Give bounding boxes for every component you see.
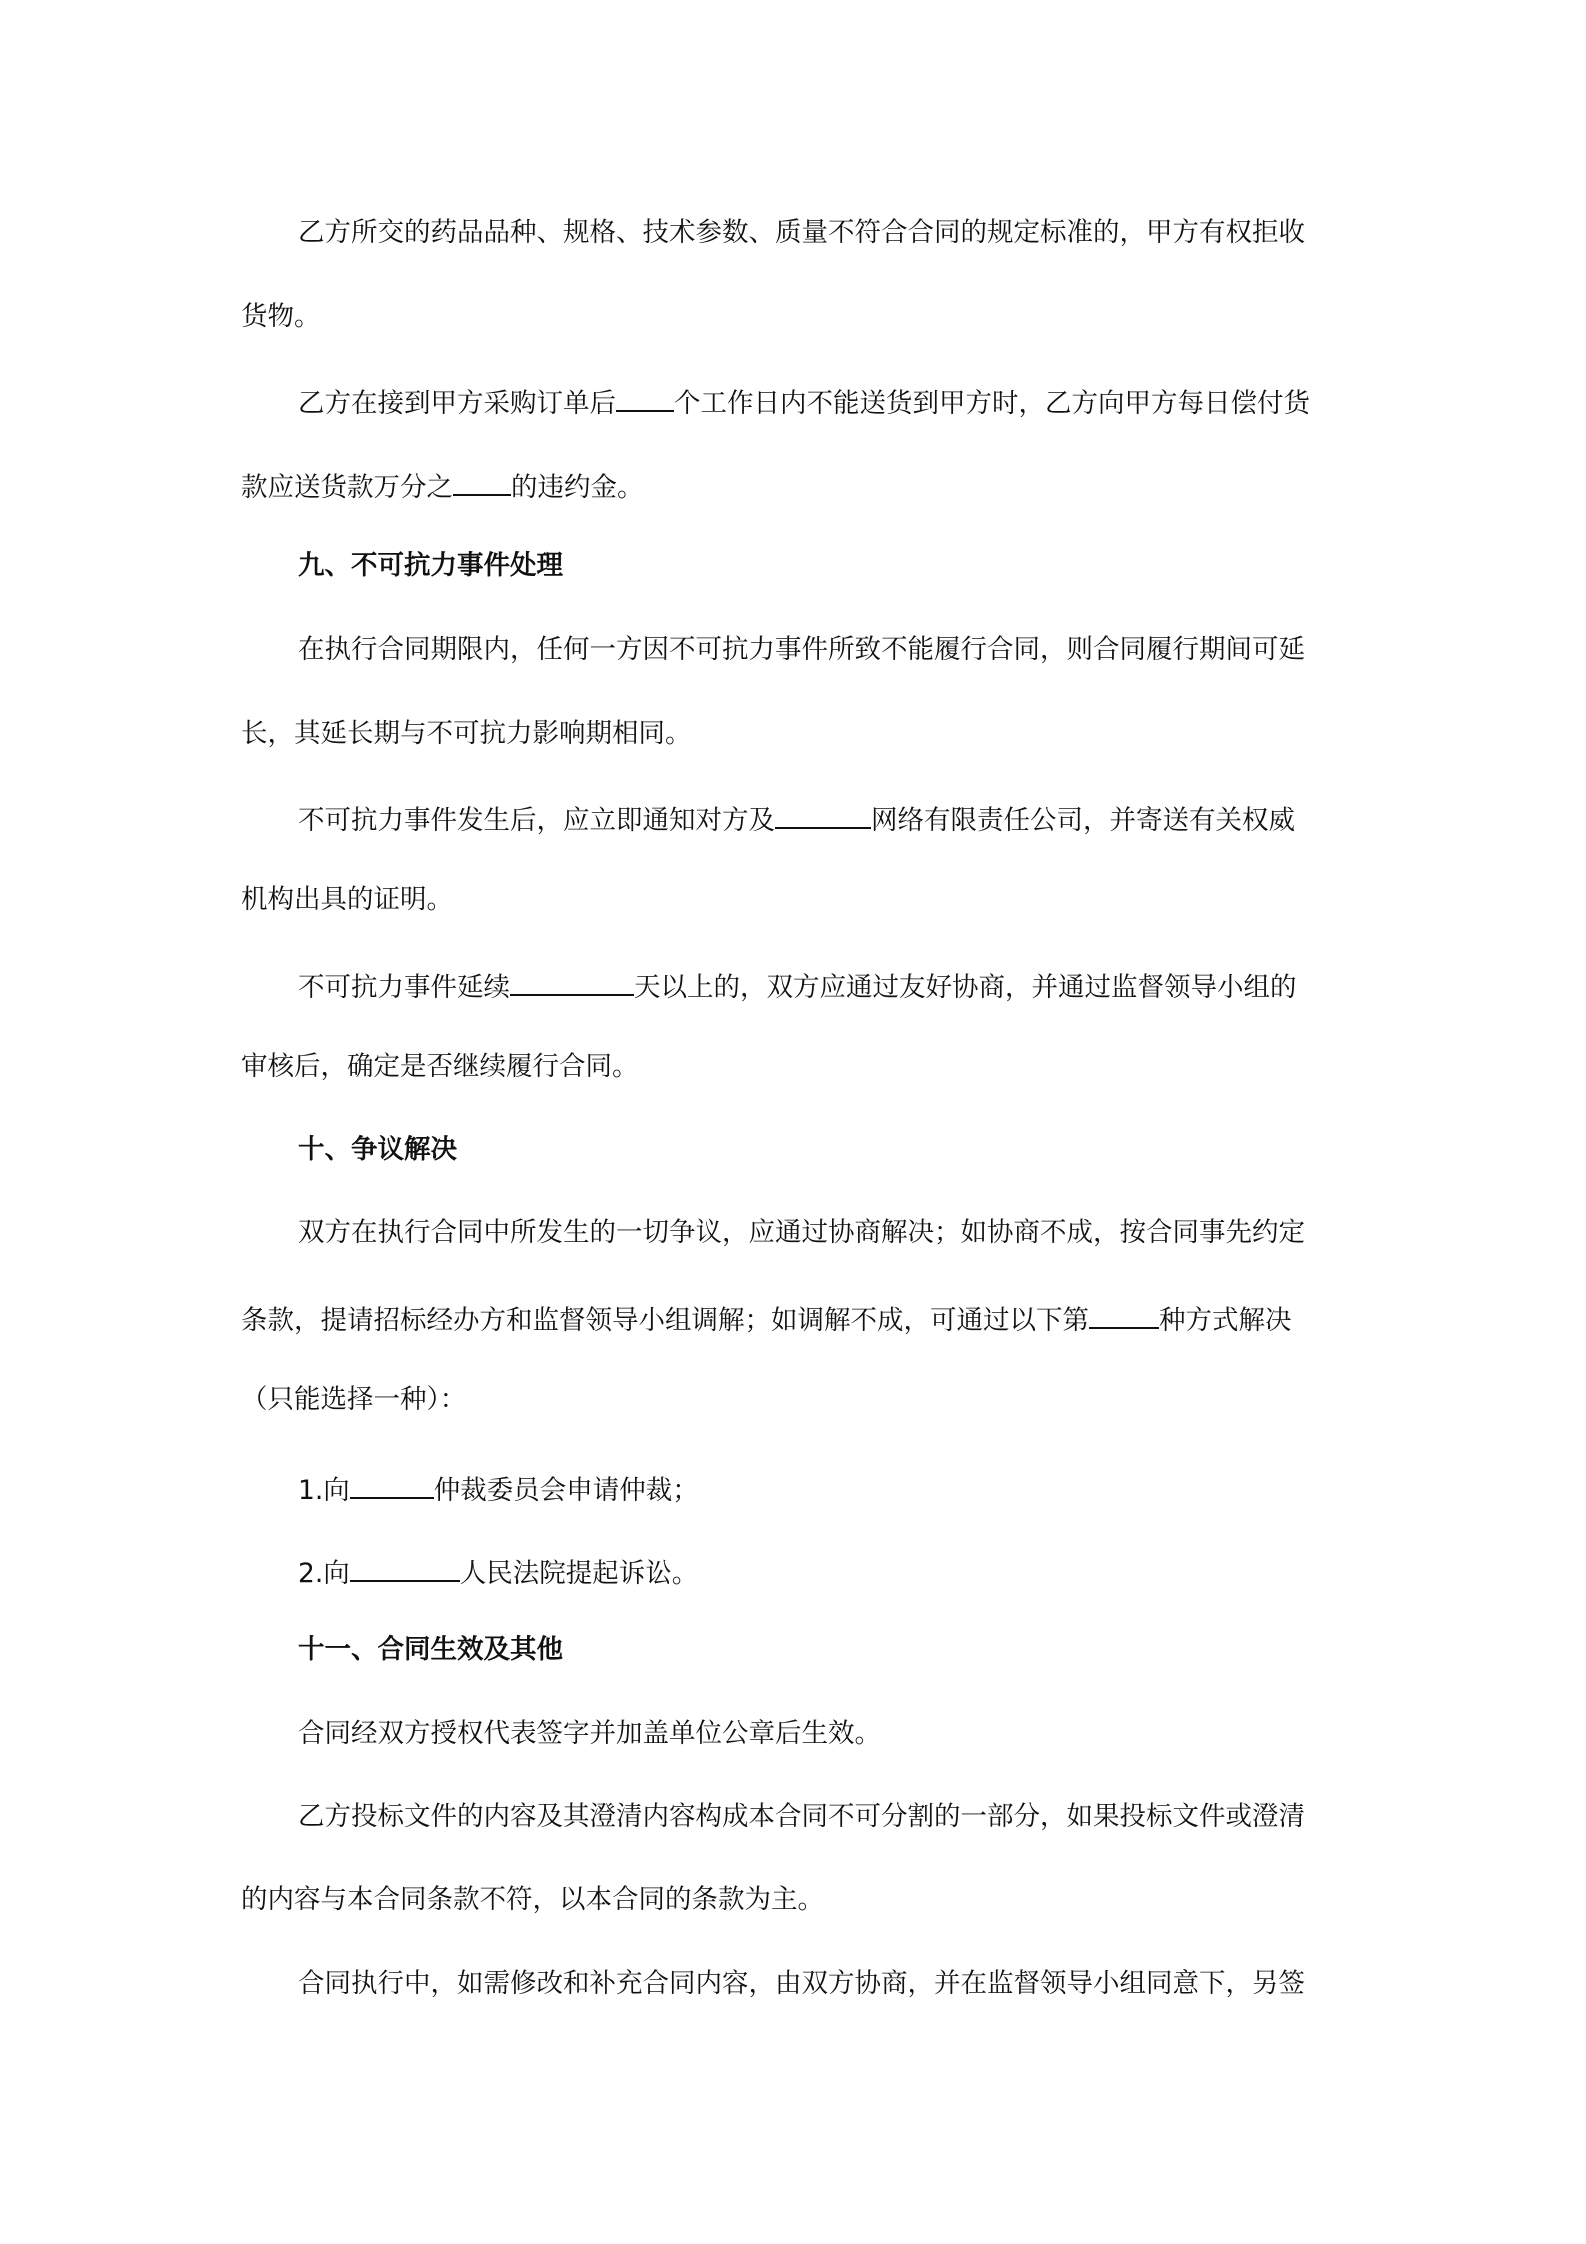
paragraph-line — [241, 1380, 466, 1420]
text: 合同经双方授权代表签字并加盖单位公章后生效。 — [298, 1718, 881, 1749]
blank-field — [510, 964, 634, 996]
paragraph-line — [241, 1047, 639, 1087]
text: 乙方投标文件的内容及其澄清内容构成本合同不可分割的一部分，如果投标文件或澄清 — [298, 1801, 1305, 1832]
text: 的违约金。 — [511, 472, 644, 503]
paragraph-line — [298, 213, 1305, 253]
paragraph-line — [241, 297, 321, 337]
text: 个工作日内不能送货到甲方时，乙方向甲方每日偿付货 — [674, 388, 1310, 419]
paragraph-line — [298, 797, 1295, 837]
paragraph-line — [298, 1797, 1305, 1837]
text: 在执行合同期限内，任何一方因不可抗力事件所致不能履行合同，则合同履行期间可延 — [298, 634, 1305, 665]
heading-text: 十、争议解决 — [298, 1134, 457, 1165]
text: 的内容与本合同条款不符，以本合同的条款为主。 — [241, 1884, 824, 1915]
text: 货物。 — [241, 301, 321, 332]
blank-field — [1089, 1297, 1159, 1329]
blank-field — [775, 797, 871, 829]
text: 2.向 — [298, 1558, 350, 1589]
text: 1.向 — [298, 1475, 350, 1506]
paragraph-line — [241, 464, 644, 504]
text: 网络有限责任公司，并寄送有关权威 — [871, 805, 1295, 836]
heading-text: 十一、合同生效及其他 — [298, 1634, 563, 1665]
text: 长，其延长期与不可抗力影响期相同。 — [241, 718, 692, 749]
heading-text: 九、不可抗力事件处理 — [298, 550, 563, 581]
blank-field — [453, 464, 511, 496]
paragraph-line — [298, 1964, 1305, 2004]
text: 审核后，确定是否继续履行合同。 — [241, 1051, 639, 1082]
paragraph-line — [241, 1297, 1292, 1337]
text: 合同执行中，如需修改和补充合同内容，由双方协商，并在监督领导小组同意下，另签 — [298, 1968, 1305, 1999]
text: 人民法院提起诉讼。 — [459, 1558, 699, 1589]
paragraph-line — [298, 630, 1305, 670]
paragraph-line — [298, 380, 1310, 420]
blank-field — [350, 1467, 434, 1499]
paragraph-line — [298, 1213, 1305, 1253]
paragraph-line — [241, 714, 692, 754]
text: （只能选择一种）： — [241, 1384, 467, 1415]
text: 天以上的，双方应通过友好协商，并通过监督领导小组的 — [634, 972, 1297, 1003]
paragraph-line — [298, 964, 1297, 1004]
section-heading-10 — [298, 1130, 457, 1170]
text: 款应送货款万分之 — [241, 472, 453, 503]
list-item — [298, 1550, 698, 1590]
text: 乙方所交的药品品种、规格、技术参数、质量不符合合同的规定标准的，甲方有权拒收 — [298, 217, 1305, 248]
text: 种方式解决 — [1159, 1305, 1292, 1336]
paragraph-line — [298, 1714, 881, 1754]
text: 乙方在接到甲方采购订单后 — [298, 388, 616, 419]
text: 条款，提请招标经办方和监督领导小组调解；如调解不成，可通过以下第 — [241, 1305, 1089, 1336]
text: 双方在执行合同中所发生的一切争议，应通过协商解决；如协商不成，按合同事先约定 — [298, 1217, 1305, 1248]
text: 不可抗力事件发生后，应立即通知对方及 — [298, 805, 775, 836]
text: 仲裁委员会申请仲裁； — [433, 1475, 699, 1506]
list-item — [298, 1467, 699, 1507]
section-heading-9 — [298, 546, 563, 586]
blank-field — [616, 380, 674, 412]
paragraph-line — [241, 880, 453, 920]
text: 不可抗力事件延续 — [298, 972, 510, 1003]
blank-field — [350, 1550, 460, 1582]
text: 机构出具的证明。 — [241, 884, 453, 915]
section-heading-11 — [298, 1630, 563, 1670]
paragraph-line — [241, 1880, 824, 1920]
